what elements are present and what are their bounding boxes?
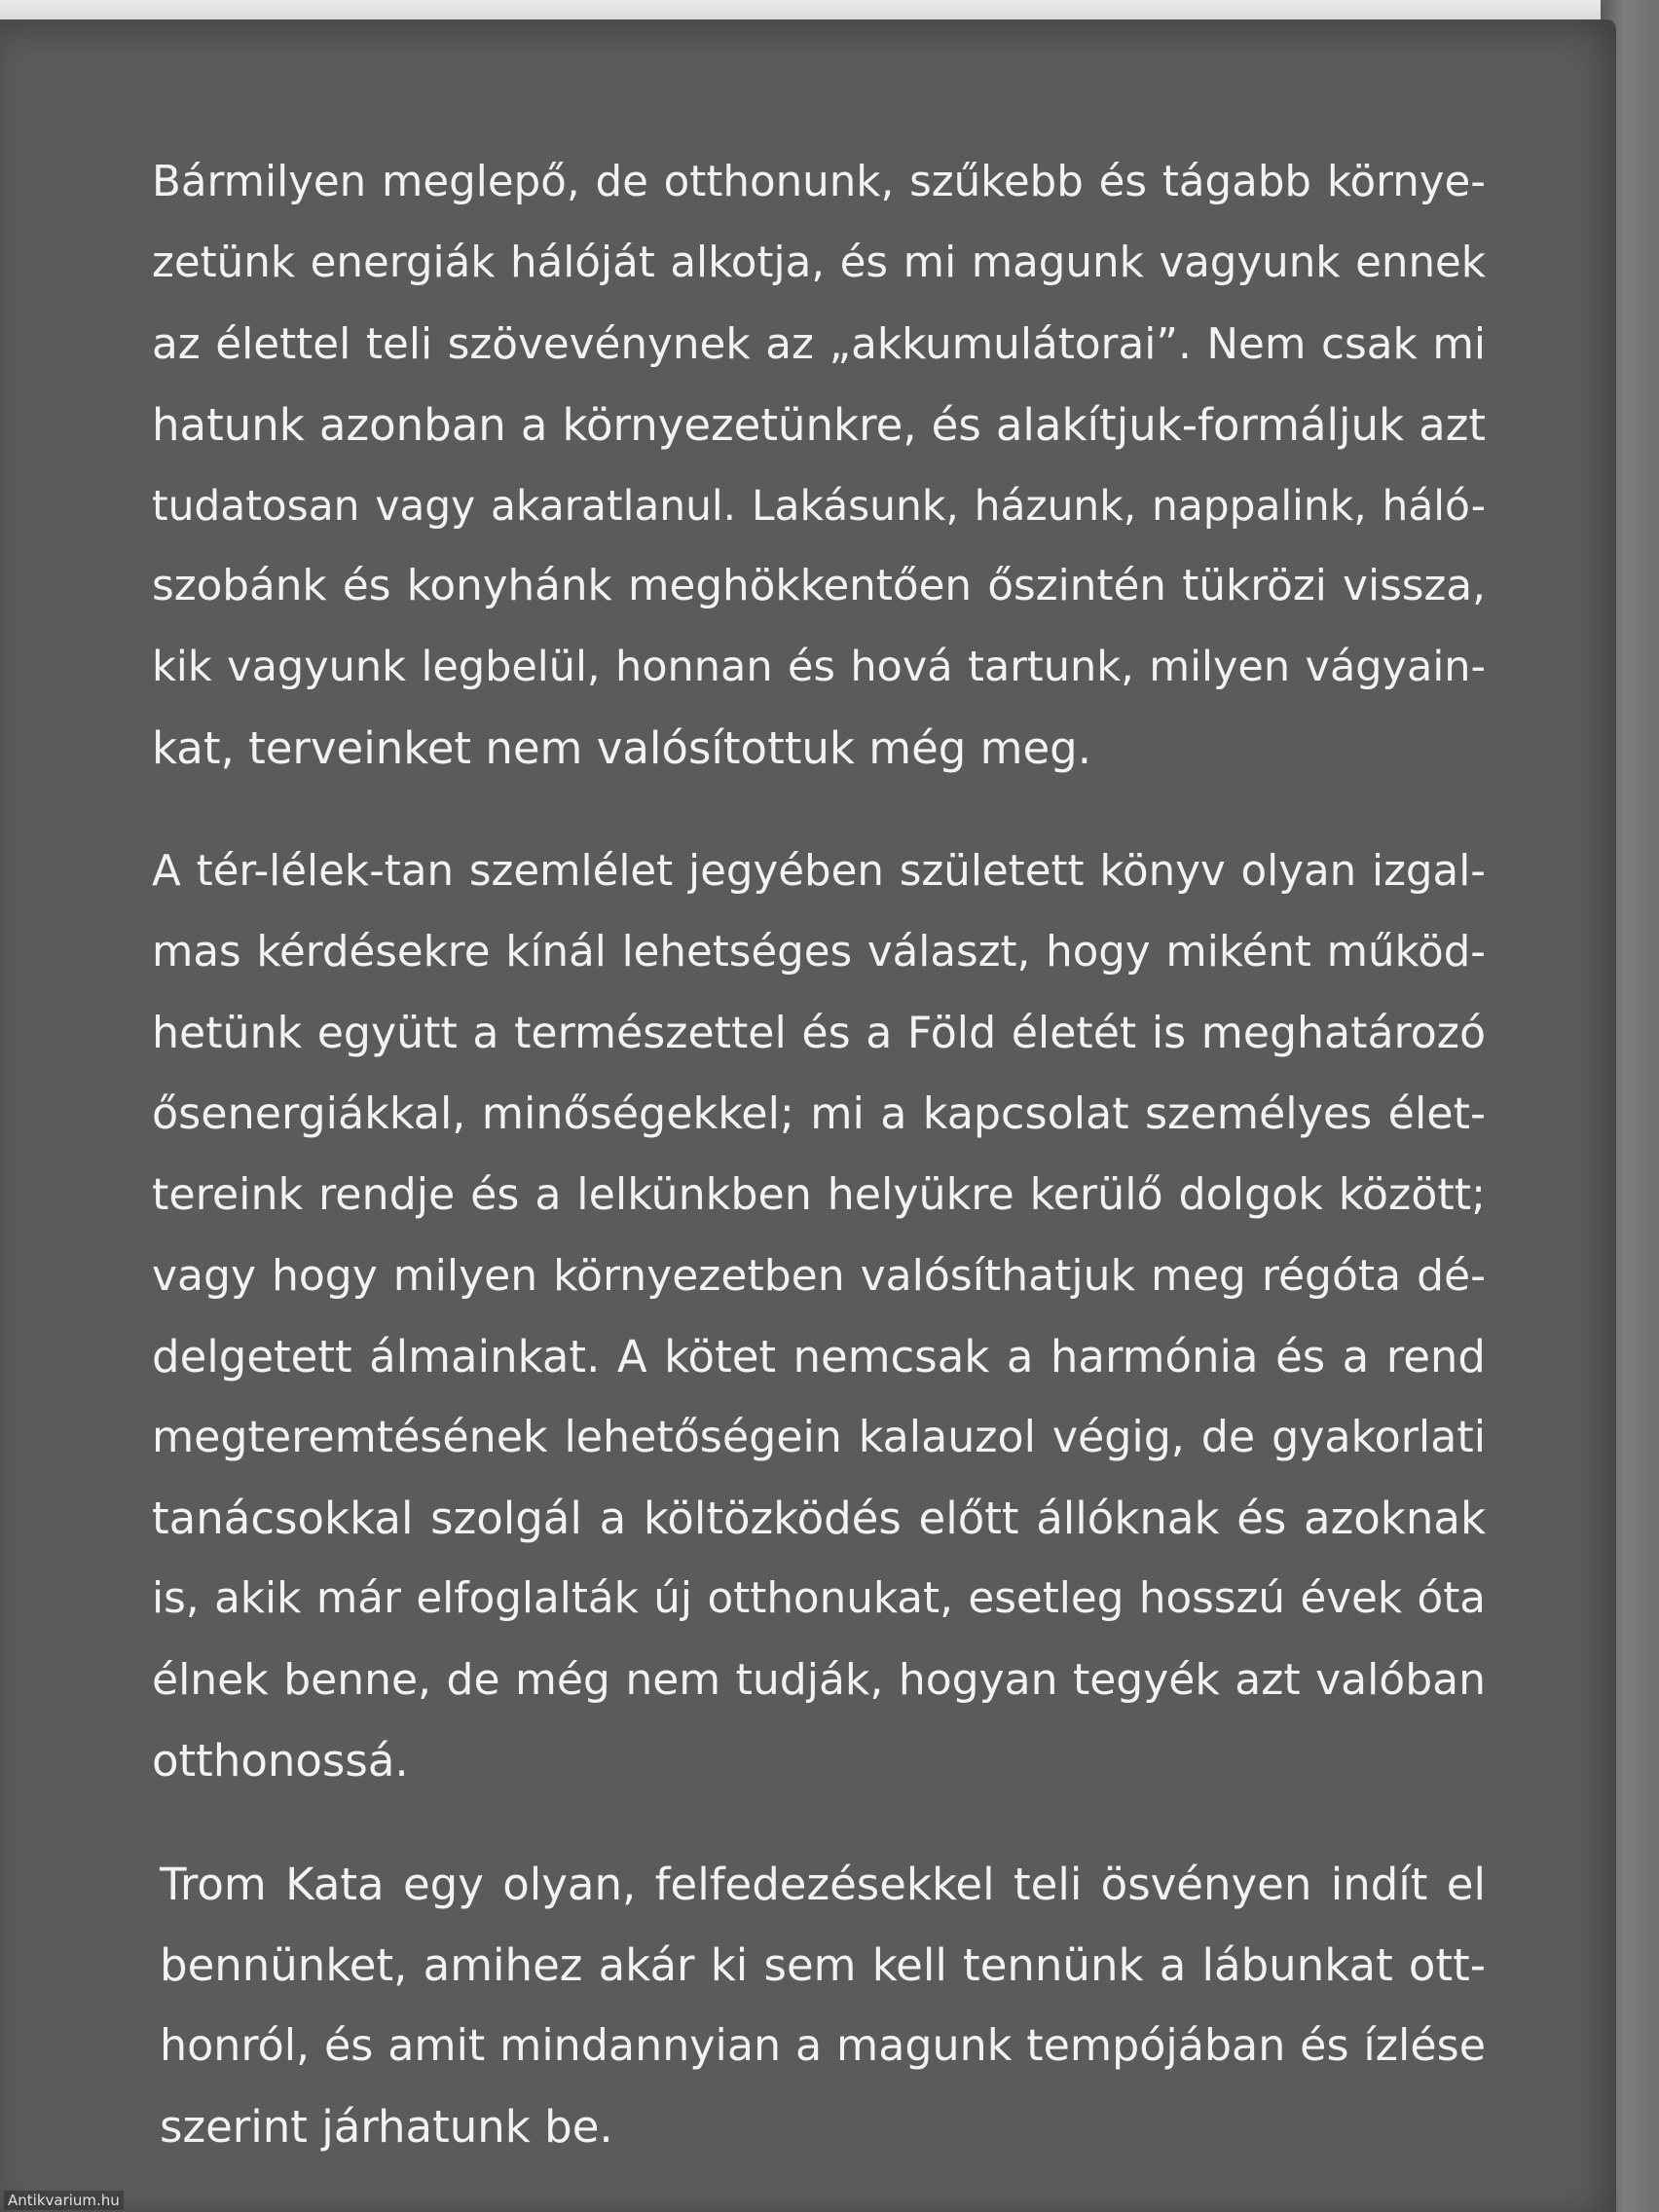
text-line: tereink rendje és a lelkünkben helyükre kerülő dolgok között;: [152, 1170, 1486, 1220]
text-line: szobánk és konyhánk meghökkentően őszintén tükrözi vissza,: [152, 562, 1486, 610]
book-back-cover: [0, 19, 1616, 2212]
text-line: szerint járhatunk be.: [160, 2101, 613, 2153]
blurb-text: [152, 142, 1486, 2167]
text-line: otthonossá.: [152, 1735, 409, 1787]
text-line: megteremtésének lehetőségein kalauzol végig, de gyakorlati: [152, 1413, 1486, 1462]
text-line: tanácsokkal szolgál a költözködés előtt állóknak és azoknak: [152, 1493, 1486, 1544]
text-line: delgetett álmainkat. A kötet nemcsak a harmónia és a rend: [152, 1331, 1486, 1382]
text-line: kat, terveinket nem valósítottuk még meg.: [152, 722, 1092, 774]
paragraph-2: [152, 831, 1486, 1801]
text-line: vagy hogy milyen környezetben valósíthatjuk meg régóta dé-: [152, 1251, 1486, 1301]
text-line: honról, és amit mindannyian a magunk tempójában és ízlése: [160, 2021, 1486, 2071]
text-line: zetünk energiák hálóját alkotja, és mi magunk vagyunk ennek: [152, 239, 1486, 287]
text-line: tudatosan vagy akaratlanul. Lakásunk, házunk, nappalink, háló-: [152, 482, 1486, 530]
text-line: hatunk azonban a környezetünkre, és alakítjuk-formáljuk azt: [152, 399, 1486, 451]
paragraph-1: [152, 142, 1486, 789]
text-line: is, akik már elfoglalták új otthonukat, esetleg hosszú évek óta: [152, 1574, 1486, 1623]
text-line: Trom Kata egy olyan, felfedezésekkel teli ösvényen indít el: [160, 1859, 1486, 1910]
text-line: bennünket, amihez akár ki sem kell tennünk a lábunkat ott-: [160, 1939, 1486, 1991]
text-line: élnek benne, de még nem tudják, hogyan tegyék azt valóban: [152, 1655, 1486, 1705]
text-line: hetünk együtt a természettel és a Föld életét is meghatározó: [152, 1009, 1486, 1058]
text-line: A tér-lélek-tan szemlélet jegyében született könyv olyan izgal-: [152, 847, 1486, 896]
watermark: Antikvarium.hu: [4, 2191, 124, 2210]
paragraph-3: [152, 1844, 1486, 2167]
text-line: kik vagyunk legbelül, honnan és hová tartunk, milyen vágyain-: [152, 643, 1486, 691]
text-line: Bármilyen meglepő, de otthonunk, szűkebb és tágabb környe-: [152, 158, 1486, 206]
text-line: az élettel teli szövevénynek az „akkumulátorai”. Nem csak mi: [152, 319, 1486, 369]
text-line: ősenergiákkal, minőségekkel; mi a kapcsolat személyes élet-: [152, 1089, 1486, 1139]
text-line: mas kérdésekre kínál lehetséges választ, hogy miként működ-: [152, 928, 1486, 977]
